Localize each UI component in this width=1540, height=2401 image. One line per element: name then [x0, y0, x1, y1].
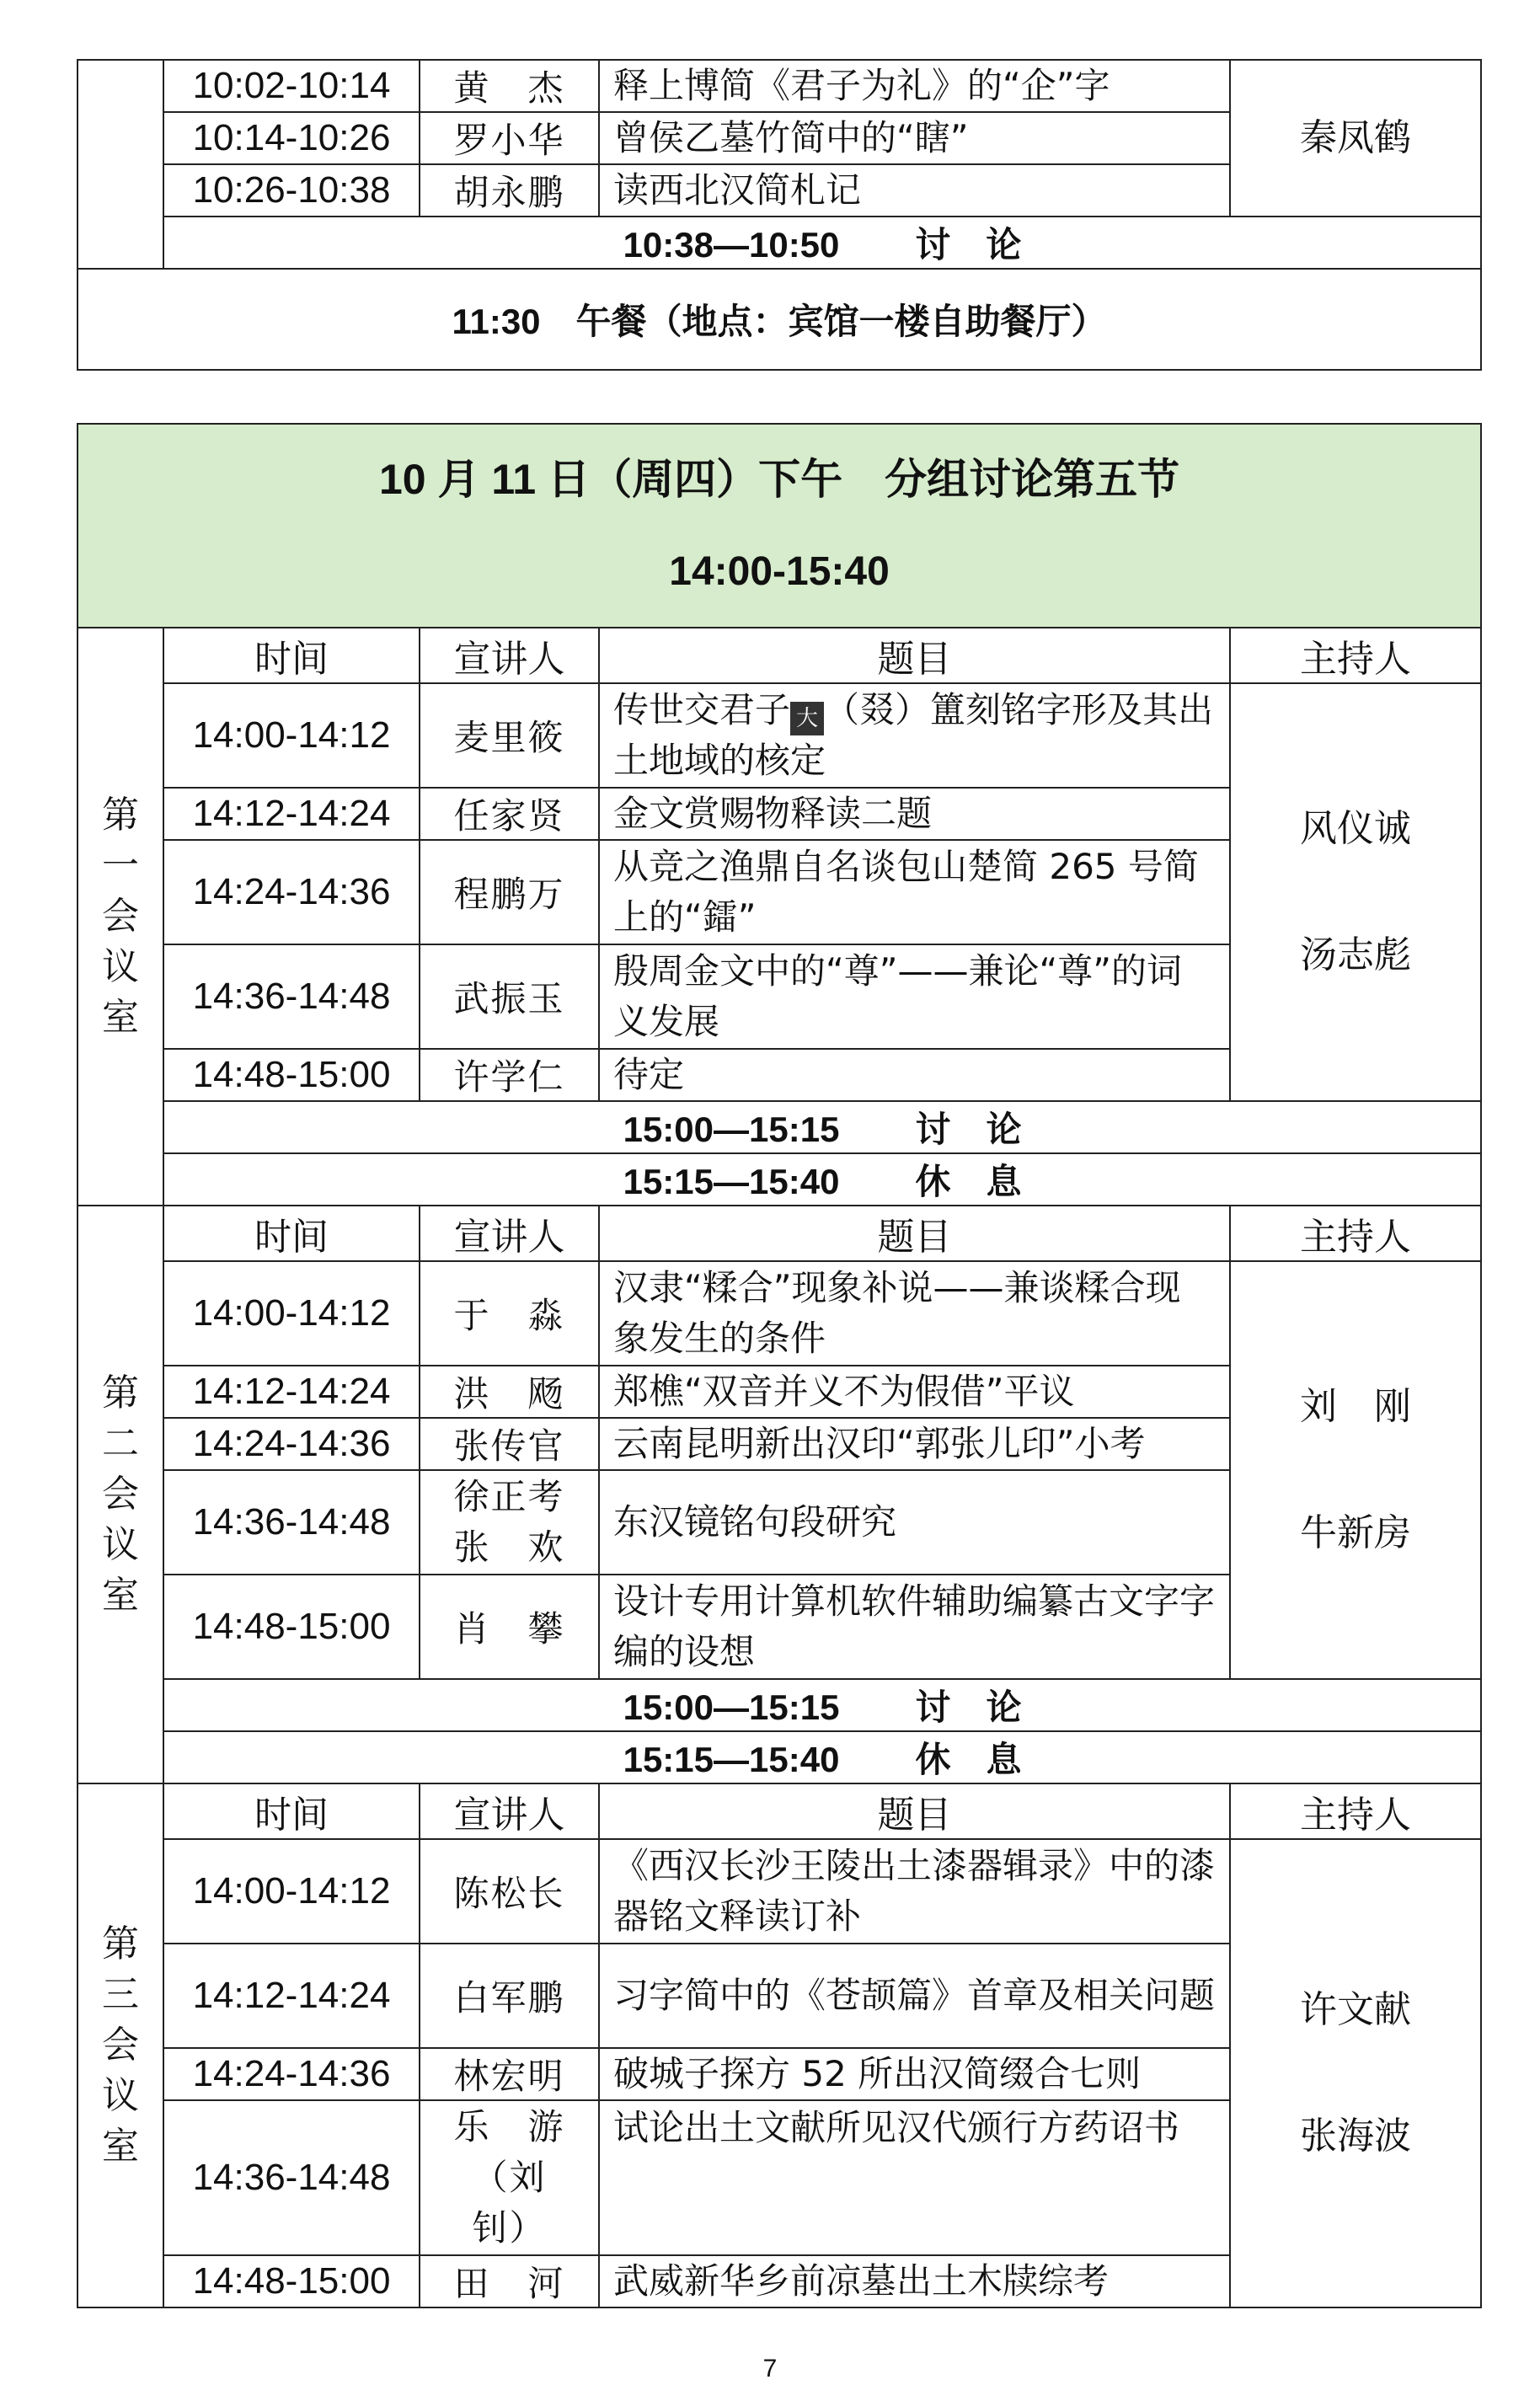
title-cell: 《西汉长沙王陵出土漆器辑录》中的漆器铭文释读订补	[599, 1839, 1230, 1944]
speaker-cell: 田 河	[420, 2255, 599, 2307]
host-cell	[1230, 1839, 1481, 2307]
session-time: 14:00-15:40	[669, 549, 890, 594]
host-name: 刘 刚	[1300, 1385, 1412, 1428]
speaker-cell: 胡永鹏	[420, 164, 599, 217]
time-cell: 14:24-14:36	[163, 2048, 420, 2100]
discussion-row	[78, 1679, 1481, 1731]
header-title: 题目	[599, 1783, 1230, 1839]
speaker-cell: 肖 攀	[420, 1575, 599, 1679]
title-cell: 读西北汉简札记	[599, 164, 1230, 217]
speaker-cell: 于 淼	[420, 1261, 599, 1366]
session-title: 10 月 11 日（周四）下午 分组讨论第五节	[378, 456, 1180, 503]
table-row	[78, 60, 1481, 112]
speaker-cell: 武振玉	[420, 944, 599, 1049]
time-cell: 14:12-14:24	[163, 1944, 420, 2048]
header-title: 题目	[599, 1206, 1230, 1261]
discussion-bar: 15:00—15:15 讨 论	[163, 1679, 1481, 1731]
title-cell: 武威新华乡前凉墓出土木牍综考	[599, 2255, 1230, 2307]
speaker-cell: 乐 游 （刘 钊）	[420, 2100, 599, 2255]
header-row	[78, 628, 1481, 683]
time-cell: 14:48-15:00	[163, 1049, 420, 1101]
title-cell: 传世交君子 ⼤ （叕）簠刻铭字形及其出土地域的核定	[599, 683, 1230, 788]
table-row	[78, 1261, 1481, 1366]
time-cell: 10:26-10:38	[163, 164, 420, 217]
time-cell: 14:36-14:48	[163, 1470, 420, 1575]
title-cell: 云南昆明新出汉印“郭张儿印”小考	[599, 1418, 1230, 1470]
rest-bar: 15:15—15:40 休 息	[163, 1153, 1481, 1206]
host-cell	[1230, 1261, 1481, 1679]
host-name: 牛新房	[1300, 1511, 1412, 1554]
title-cell: 殷周金文中的“尊”——兼论“尊”的词义发展	[599, 944, 1230, 1049]
discussion-bar: 15:00—15:15 讨 论	[163, 1101, 1481, 1153]
time-cell: 14:00-14:12	[163, 683, 420, 788]
header-time: 时间	[163, 1206, 420, 1261]
speaker-cell: 程鹏万	[420, 840, 599, 944]
header-speaker: 宣讲人	[420, 1206, 599, 1261]
header-host: 主持人	[1230, 628, 1481, 683]
discussion-row	[78, 1101, 1481, 1153]
host-name: 汤志彪	[1300, 933, 1412, 976]
room-one-label: 第 一 会 议 室	[78, 628, 163, 1206]
rest-row	[78, 1153, 1481, 1206]
host-cell: 秦凤鹤	[1230, 60, 1481, 217]
speaker-cell: 林宏明	[420, 2048, 599, 2100]
time-cell: 14:12-14:24	[163, 788, 420, 840]
rare-character-glyph: ⼤	[790, 702, 824, 735]
header-time: 时间	[163, 1783, 420, 1839]
title-cell: 待定	[599, 1049, 1230, 1101]
time-cell: 14:24-14:36	[163, 840, 420, 944]
title-cell: 试论出土文献所见汉代颁行方药诏书	[599, 2100, 1230, 2255]
title-cell: 释上博简《君子为礼》的“企”字	[599, 60, 1230, 112]
header-host: 主持人	[1230, 1783, 1481, 1839]
time-cell: 10:02-10:14	[163, 60, 420, 112]
speaker-cell: 罗小华	[420, 112, 599, 164]
time-cell: 14:36-14:48	[163, 2100, 420, 2255]
session-five-table	[77, 423, 1482, 2308]
time-cell: 14:00-14:12	[163, 1261, 420, 1366]
speaker-cell: 陈松长	[420, 1839, 599, 1944]
header-speaker: 宣讲人	[420, 628, 599, 683]
header-host: 主持人	[1230, 1206, 1481, 1261]
speaker-cell: 张传官	[420, 1418, 599, 1470]
time-cell: 14:36-14:48	[163, 944, 420, 1049]
host-name: 风仪诚	[1300, 807, 1412, 850]
speaker-cell: 白军鹏	[420, 1944, 599, 2048]
speaker-cell: 徐正考 张 欢	[420, 1470, 599, 1575]
time-cell: 14:48-15:00	[163, 1575, 420, 1679]
speaker-cell: 任家贤	[420, 788, 599, 840]
speaker-cell: 许学仁	[420, 1049, 599, 1101]
host-cell	[1230, 683, 1481, 1101]
host-name: 张海波	[1300, 2115, 1412, 2158]
header-row	[78, 1783, 1481, 1839]
title-cell: 设计专用计算机软件辅助编纂古文字字编的设想	[599, 1575, 1230, 1679]
time-cell: 14:00-14:12	[163, 1839, 420, 1944]
lunch-notice: 11:30 午餐（地点：宾馆一楼自助餐厅）	[78, 269, 1481, 370]
time-cell: 14:48-15:00	[163, 2255, 420, 2307]
table-row	[78, 683, 1481, 788]
time-cell: 14:12-14:24	[163, 1366, 420, 1418]
page-number: 7	[762, 2355, 778, 2382]
lunch-row	[78, 269, 1481, 370]
title-cell: 汉隶“糅合”现象补说——兼谈糅合现象发生的条件	[599, 1261, 1230, 1366]
title-cell: 习字简中的《苍颉篇》首章及相关问题	[599, 1944, 1230, 2048]
title-cell: 曾侯乙墓竹简中的“瞎”	[599, 112, 1230, 164]
rest-row	[78, 1731, 1481, 1783]
discussion-time: 10:38—10:50	[623, 225, 840, 265]
rest-bar: 15:15—15:40 休 息	[163, 1731, 1481, 1783]
discussion-row	[78, 217, 1481, 269]
room-two-label: 第 二 会 议 室	[78, 1206, 163, 1783]
table-row	[78, 1839, 1481, 1944]
speaker-cell: 麦里筱	[420, 683, 599, 788]
title-cell: 郑樵“双音并义不为假借”平议	[599, 1366, 1230, 1418]
title-cell: 东汉镜铭句段研究	[599, 1470, 1230, 1575]
header-time: 时间	[163, 628, 420, 683]
title-cell: 破城子探方 52 所出汉简缀合七则	[599, 2048, 1230, 2100]
header-speaker: 宣讲人	[420, 1783, 599, 1839]
room-cell-blank	[78, 60, 163, 269]
header-row	[78, 1206, 1481, 1261]
session-banner	[78, 424, 1481, 628]
session-banner-row	[78, 424, 1481, 628]
title-cell: 金文赏赐物释读二题	[599, 788, 1230, 840]
discussion-bar	[163, 217, 1481, 269]
title-cell: 从竞之渔鼎自名谈包山楚简 265 号简上的“鐳”	[599, 840, 1230, 944]
discussion-label: 讨 论	[915, 225, 1022, 265]
morning-tail-table	[77, 59, 1482, 371]
host-name: 许文献	[1300, 1988, 1412, 2031]
room-three-label: 第 三 会 议 室	[78, 1783, 163, 2307]
time-cell: 10:14-10:26	[163, 112, 420, 164]
speaker-cell: 洪 飏	[420, 1366, 599, 1418]
header-title: 题目	[599, 628, 1230, 683]
time-cell: 14:24-14:36	[163, 1418, 420, 1470]
speaker-cell: 黄 杰	[420, 60, 599, 112]
